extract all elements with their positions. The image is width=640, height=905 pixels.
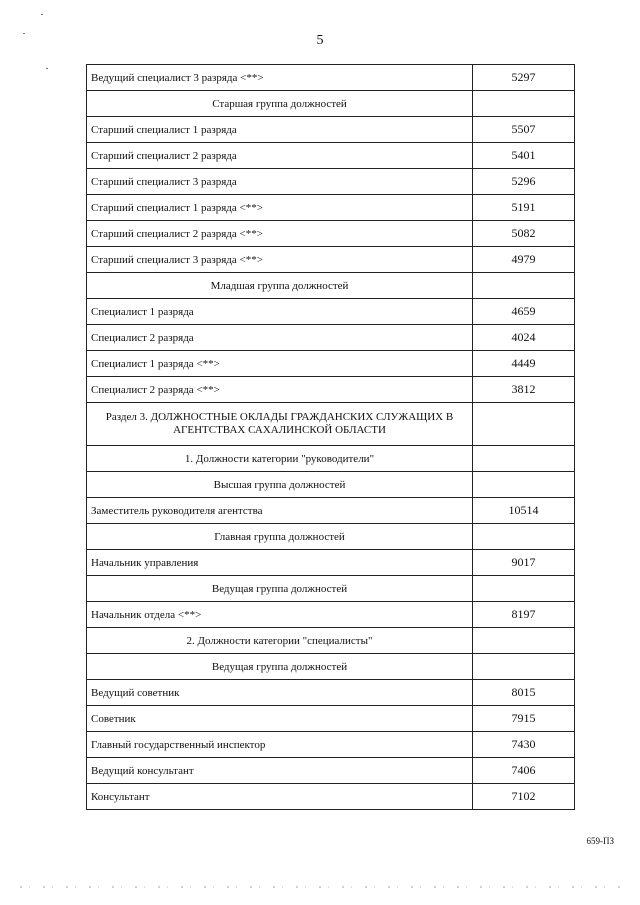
position-name-cell: 2. Должности категории "специалисты" xyxy=(87,628,473,654)
table-row xyxy=(87,299,575,325)
salary-table-body xyxy=(87,65,575,810)
table-row xyxy=(87,377,575,403)
table-row xyxy=(87,247,575,273)
section-header-row xyxy=(87,403,575,446)
position-name-cell: Ведущая группа должностей xyxy=(87,576,473,602)
table-row xyxy=(87,784,575,810)
salary-value-cell: 4659 xyxy=(473,299,575,325)
table-row xyxy=(87,143,575,169)
table-row xyxy=(87,602,575,628)
position-name-cell: Старший специалист 2 разряда <**> xyxy=(87,221,473,247)
position-name-cell: Специалист 2 разряда <**> xyxy=(87,377,473,403)
position-name-cell: Главный государственный инспектор xyxy=(87,732,473,758)
position-name-cell: 1. Должности категории "руководители" xyxy=(87,446,473,472)
group-header-row xyxy=(87,654,575,680)
salary-value-cell xyxy=(473,446,575,472)
position-name-cell: Консультант xyxy=(87,784,473,810)
table-row xyxy=(87,221,575,247)
salary-value-cell: 5191 xyxy=(473,195,575,221)
position-name-cell: Ведущий специалист 3 разряда <**> xyxy=(87,65,473,91)
position-name-cell: Специалист 2 разряда xyxy=(87,325,473,351)
salary-value-cell: 7102 xyxy=(473,784,575,810)
table-row xyxy=(87,65,575,91)
salary-value-cell: 3812 xyxy=(473,377,575,403)
salary-value-cell: 4024 xyxy=(473,325,575,351)
table-row xyxy=(87,325,575,351)
group-header-row xyxy=(87,576,575,602)
position-name-cell: Советник xyxy=(87,706,473,732)
group-header-row xyxy=(87,91,575,117)
table-row xyxy=(87,732,575,758)
scan-noise xyxy=(20,886,620,888)
position-name-cell: Младшая группа должностей xyxy=(87,273,473,299)
salary-value-cell: 5296 xyxy=(473,169,575,195)
salary-value-cell: 7915 xyxy=(473,706,575,732)
salary-value-cell: 8197 xyxy=(473,602,575,628)
table-row xyxy=(87,758,575,784)
salary-value-cell: 5507 xyxy=(473,117,575,143)
position-name-cell: Начальник отдела <**> xyxy=(87,602,473,628)
salary-value-cell: 9017 xyxy=(473,550,575,576)
scan-speck xyxy=(41,14,43,15)
position-name-cell: Ведущий консультант xyxy=(87,758,473,784)
salary-value-cell: 4979 xyxy=(473,247,575,273)
salary-value-cell: 4449 xyxy=(473,351,575,377)
position-name-cell: Заместитель руководителя агентства xyxy=(87,498,473,524)
salary-value-cell: 8015 xyxy=(473,680,575,706)
position-name-cell: Специалист 1 разряда xyxy=(87,299,473,325)
salary-value-cell xyxy=(473,273,575,299)
position-name-cell: Старший специалист 2 разряда xyxy=(87,143,473,169)
group-header-row xyxy=(87,524,575,550)
position-name-cell: Раздел 3. ДОЛЖНОСТНЫЕ ОКЛАДЫ ГРАЖДАНСКИХ СЛУЖАЩИХ В АГЕНТСТВАХ САХАЛИНСКОЙ ОБЛАСТИ xyxy=(87,403,473,446)
group-header-row xyxy=(87,628,575,654)
position-name-cell: Ведущий советник xyxy=(87,680,473,706)
position-name-cell: Старший специалист 3 разряда <**> xyxy=(87,247,473,273)
table-row xyxy=(87,117,575,143)
table-row xyxy=(87,169,575,195)
position-name-cell: Главная группа должностей xyxy=(87,524,473,550)
position-name-cell: Высшая группа должностей xyxy=(87,472,473,498)
table-row xyxy=(87,195,575,221)
position-name-cell: Старшая группа должностей xyxy=(87,91,473,117)
group-header-row xyxy=(87,273,575,299)
page-number: 5 xyxy=(316,33,324,48)
table-row xyxy=(87,351,575,377)
salary-value-cell: 5082 xyxy=(473,221,575,247)
scan-speck xyxy=(46,68,48,69)
table-row xyxy=(87,550,575,576)
salary-value-cell: 5297 xyxy=(473,65,575,91)
position-name-cell: Ведущая группа должностей xyxy=(87,654,473,680)
position-name-cell: Специалист 1 разряда <**> xyxy=(87,351,473,377)
group-header-row xyxy=(87,472,575,498)
salary-value-cell xyxy=(473,403,575,446)
salary-value-cell: 7406 xyxy=(473,758,575,784)
salary-value-cell xyxy=(473,91,575,117)
salary-value-cell: 7430 xyxy=(473,732,575,758)
salary-value-cell: 5401 xyxy=(473,143,575,169)
table-row xyxy=(87,680,575,706)
salary-value-cell: 10514 xyxy=(473,498,575,524)
position-name-cell: Старший специалист 3 разряда xyxy=(87,169,473,195)
salary-value-cell xyxy=(473,524,575,550)
table-row xyxy=(87,706,575,732)
position-name-cell: Начальник управления xyxy=(87,550,473,576)
salary-value-cell xyxy=(473,654,575,680)
salary-value-cell xyxy=(473,576,575,602)
position-name-cell: Старший специалист 1 разряда xyxy=(87,117,473,143)
table-row xyxy=(87,498,575,524)
document-code: 659-ПЗ xyxy=(586,836,614,846)
group-header-row xyxy=(87,446,575,472)
position-name-cell: Старший специалист 1 разряда <**> xyxy=(87,195,473,221)
scan-speck xyxy=(23,33,25,34)
salary-value-cell xyxy=(473,628,575,654)
salary-table xyxy=(86,64,575,810)
salary-value-cell xyxy=(473,472,575,498)
